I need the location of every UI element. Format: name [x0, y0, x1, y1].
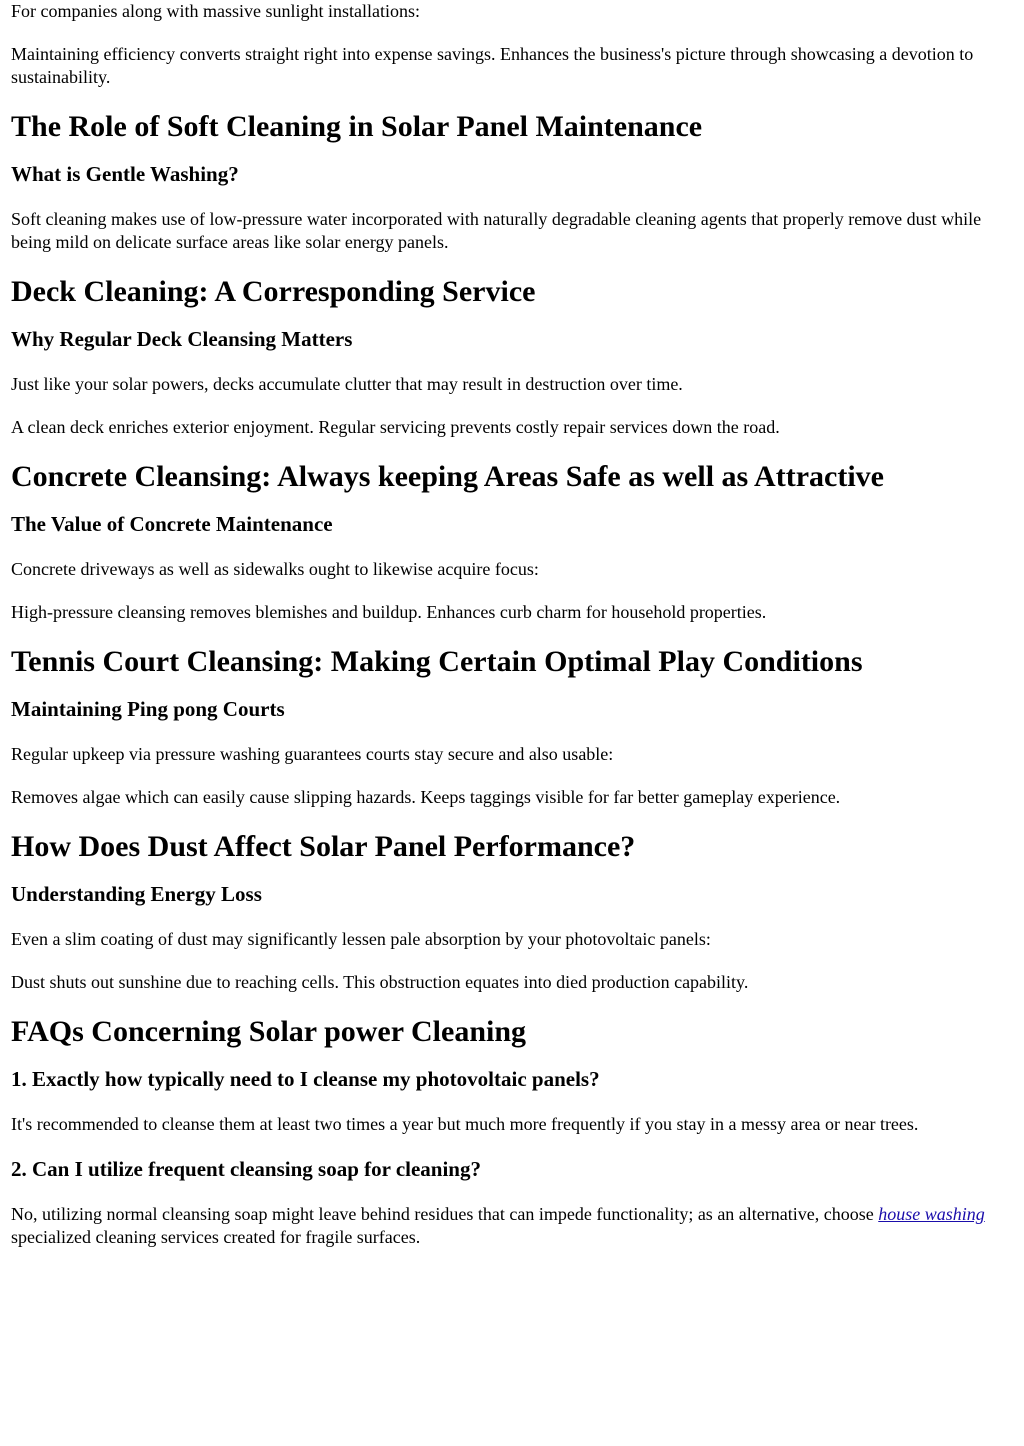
intro-paragraph: Maintaining efficiency converts straight right into expense savings. Enhances the business's picture through showcasing a devotion to sustainability. — [11, 44, 974, 87]
section-subheading: Maintaining Ping pong Courts — [11, 697, 285, 721]
section-heading: The Role of Soft Cleaning in Solar Panel Maintenance — [11, 110, 703, 143]
section-subheading: Understanding Energy Loss — [11, 882, 262, 906]
paragraph: Concrete driveways as well as sidewalks ought to likewise acquire focus: — [11, 559, 539, 579]
faq-heading: FAQs Concerning Solar power Cleaning — [11, 1015, 527, 1048]
answer-text: specialized cleaning services created for fragile surfaces. — [11, 1227, 421, 1247]
paragraph: High-pressure cleansing removes blemishes and buildup. Enhances curb charm for household properties. — [11, 602, 767, 622]
paragraph: Soft cleaning makes use of low-pressure water incorporated with naturally degradable cleaning agents that properly remove dust while being mild on delicate surface areas like solar energy panels. — [11, 209, 982, 252]
section-subheading: The Value of Concrete Maintenance — [11, 512, 333, 536]
paragraph: Regular upkeep via pressure washing guarantees courts stay secure and also usable: — [11, 744, 614, 764]
paragraph: A clean deck enriches exterior enjoyment. Regular servicing prevents costly repair services down the road. — [11, 417, 780, 437]
paragraph: Even a slim coating of dust may significantly lessen pale absorption by your photovoltaic panels: — [11, 929, 711, 949]
section-heading: Deck Cleaning: A Corresponding Service — [11, 275, 536, 308]
section-subheading: Why Regular Deck Cleansing Matters — [11, 327, 353, 351]
faq-question: 1. Exactly how typically need to I cleanse my photovoltaic panels? — [11, 1067, 600, 1091]
section-heading: How Does Dust Affect Solar Panel Performance? — [11, 830, 636, 863]
faq-answer: It's recommended to cleanse them at least two times a year but much more frequently if you stay in a messy area or near trees. — [11, 1114, 919, 1134]
house-washing-link[interactable]: house washing — [878, 1204, 985, 1224]
section-heading: Concrete Cleansing: Always keeping Areas Safe as well as Attractive — [11, 460, 884, 493]
paragraph: Just like your solar powers, decks accumulate clutter that may result in destruction over time. — [11, 374, 683, 394]
section-subheading: What is Gentle Washing? — [11, 162, 239, 186]
section-heading: Tennis Court Cleansing: Making Certain Optimal Play Conditions — [11, 645, 863, 678]
paragraph: Removes algae which can easily cause slipping hazards. Keeps taggings visible for far better gameplay experience. — [11, 787, 841, 807]
faq-answer — [11, 1203, 1013, 1249]
intro-paragraph: For companies along with massive sunlight installations: — [11, 1, 420, 21]
paragraph: Dust shuts out sunshine due to reaching cells. This obstruction equates into died production capability. — [11, 972, 749, 992]
answer-text: No, utilizing normal cleansing soap might leave behind residues that can impede functionality; as an alternative, choose — [11, 1204, 879, 1224]
faq-question: 2. Can I utilize frequent cleansing soap for cleaning? — [11, 1157, 481, 1181]
